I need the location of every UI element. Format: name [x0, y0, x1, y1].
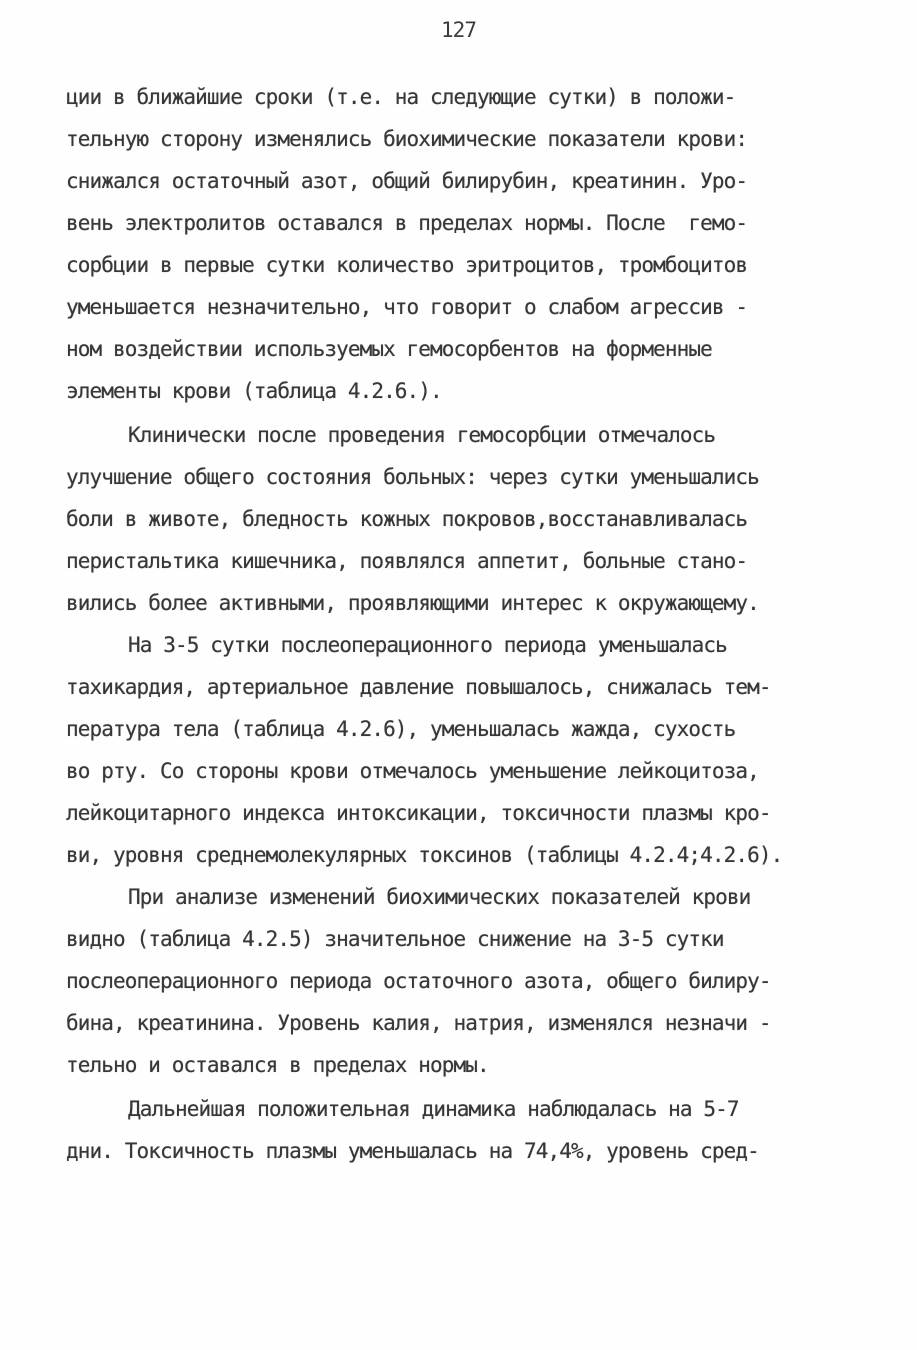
text-line: во рту. Со стороны крови отмечалось уменьшение лейкоцитоза,: [66, 759, 759, 783]
text-line: На 3-5 сутки послеоперационного периода уменьшалась: [128, 633, 727, 657]
text-line: видно (таблица 4.2.5) значительное снижение на 3-5 сутки: [66, 927, 724, 951]
text-line: ции в ближайшие сроки (т.е. на следующие сутки) в положи-: [66, 85, 736, 109]
text-line: тельно и оставался в пределах нормы.: [66, 1053, 489, 1077]
text-line: ви, уровня среднемолекулярных токсинов (таблицы 4.2.4;4.2.6).: [66, 843, 783, 867]
text-line: тахикардия, артериальное давление повышалось, снижалась тем-: [66, 675, 771, 699]
text-line: вень электролитов оставался в пределах нормы. После гемо-: [66, 211, 748, 235]
text-line: бина, креатинина. Уровень калия, натрия, изменялся незначи -: [66, 1011, 771, 1035]
text-line: Дальнейшая положительная динамика наблюдалась на 5-7: [128, 1097, 739, 1121]
text-line: элементы крови (таблица 4.2.6.).: [66, 379, 442, 403]
text-line: снижался остаточный азот, общий билирубин, креатинин. Уро-: [66, 169, 748, 193]
text-line: тельную сторону изменялись биохимические показатели крови:: [66, 127, 748, 151]
text-line: вились более активными, проявляющими интерес к окружающему.: [66, 591, 759, 615]
text-line: Клинически после проведения гемосорбции отмечалось: [128, 423, 716, 447]
text-line: боли в животе, бледность кожных покровов,восстанавливалась: [66, 507, 748, 531]
text-line: улучшение общего состояния больных: через сутки уменьшались: [66, 465, 759, 489]
text-line: пература тела (таблица 4.2.6), уменьшалась жажда, сухость: [66, 717, 736, 741]
text-line: перистальтика кишечника, появлялся аппетит, больные стано-: [66, 549, 748, 573]
text-line: послеоперационного периода остаточного азота, общего билиру-: [66, 969, 771, 993]
page-number: 127: [441, 18, 476, 42]
text-line: уменьшается незначительно, что говорит о слабом агрессив -: [66, 295, 748, 319]
text-line: дни. Токсичность плазмы уменьшалась на 74,4%, уровень сред-: [66, 1139, 759, 1163]
text-line: ном воздействии используемых гемосорбентов на форменные: [66, 337, 712, 361]
text-line: При анализе изменений биохимических показателей крови: [128, 885, 751, 909]
text-line: лейкоцитарного индекса интоксикации, токсичности плазмы кро-: [66, 801, 771, 825]
text-line: сорбции в первые сутки количество эритроцитов, тромбоцитов: [66, 253, 748, 277]
